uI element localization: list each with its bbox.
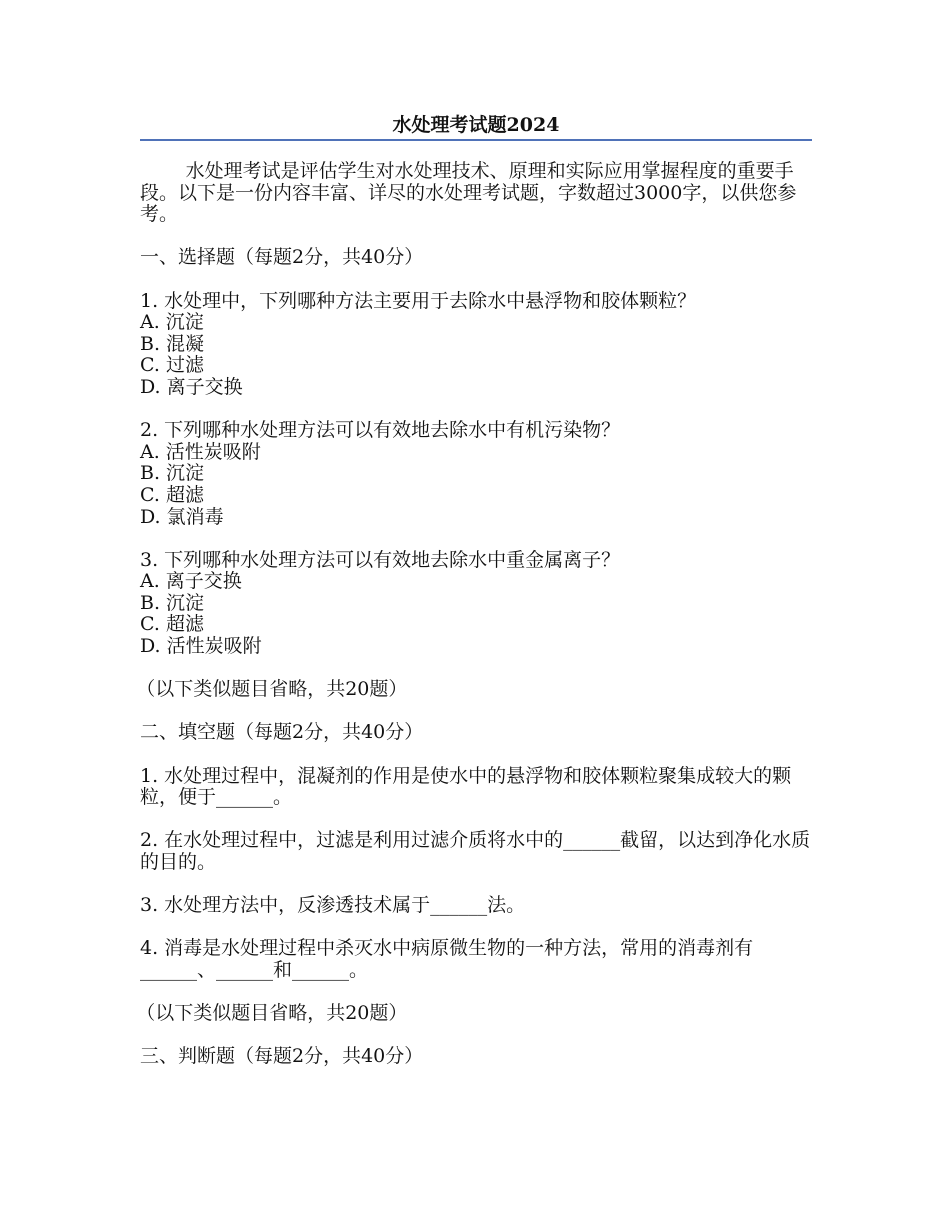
- choice-options-1: [140, 312, 812, 398]
- choice-question-3: 3. 下列哪种水处理方法可以有效地去除水中重金属离子？: [140, 548, 621, 571]
- title-divider: [140, 139, 812, 141]
- option-item: A. 沉淀: [140, 311, 204, 334]
- section-heading-fill-blank: 二、填空题（每题2分，共40分）: [140, 721, 424, 744]
- fill-blank-question-1: 1. 水处理过程中，混凝剂的作用是使水中的悬浮物和胶体颗粒聚集成较大的颗粒，便于______。: [140, 764, 792, 809]
- option-item: B. 沉淀: [140, 591, 205, 614]
- option-item: D. 离子交换: [140, 375, 243, 398]
- fill-blank-question-3: 3. 水处理方法中，反渗透技术属于______法。: [140, 894, 526, 917]
- option-item: D. 氯消毒: [140, 505, 224, 528]
- option-item: A. 离子交换: [140, 570, 242, 593]
- document-body: [136, 160, 812, 1090]
- section-heading-choice: 一、选择题（每题2分，共40分）: [140, 246, 424, 269]
- choice-question-2: 2. 下列哪种水处理方法可以有效地去除水中有机污染物？: [140, 419, 621, 442]
- fill-blank-question-4: 4. 消毒是水处理过程中杀灭水中病原微生物的一种方法，常用的消毒剂有______、______和______。: [140, 937, 754, 981]
- choice-options-2: [140, 442, 812, 528]
- section-heading-true-false: 三、判断题（每题2分，共40分）: [140, 1045, 424, 1068]
- option-item: C. 超滤: [140, 483, 204, 506]
- choice-question-1: 1. 水处理中，下列哪种方法主要用于去除水中悬浮物和胶体颗粒？: [140, 289, 697, 312]
- document-title: 水处理考试题2024: [392, 114, 560, 136]
- intro-paragraph: 水处理考试是评估学生对水处理技术、原理和实际应用掌握程度的重要手段。以下是一份内容丰富、详尽的水处理考试题，字数超过3000字，以供您参考。: [140, 160, 797, 226]
- option-item: A. 活性炭吸附: [140, 440, 261, 463]
- option-item: C. 过滤: [140, 354, 204, 377]
- option-item: D. 活性炭吸附: [140, 635, 262, 658]
- omitted-note-fill-blank: （以下类似题目省略，共20题）: [136, 1002, 408, 1025]
- option-item: B. 混凝: [140, 332, 205, 355]
- fill-blank-question-2: 2. 在水处理过程中，过滤是利用过滤介质将水中的______截留，以达到净化水质的目的。: [140, 829, 811, 873]
- option-item: C. 超滤: [140, 613, 204, 636]
- option-item: B. 沉淀: [140, 462, 205, 485]
- choice-options-3: [140, 571, 812, 657]
- omitted-note-choice: （以下类似题目省略，共20题）: [136, 678, 408, 701]
